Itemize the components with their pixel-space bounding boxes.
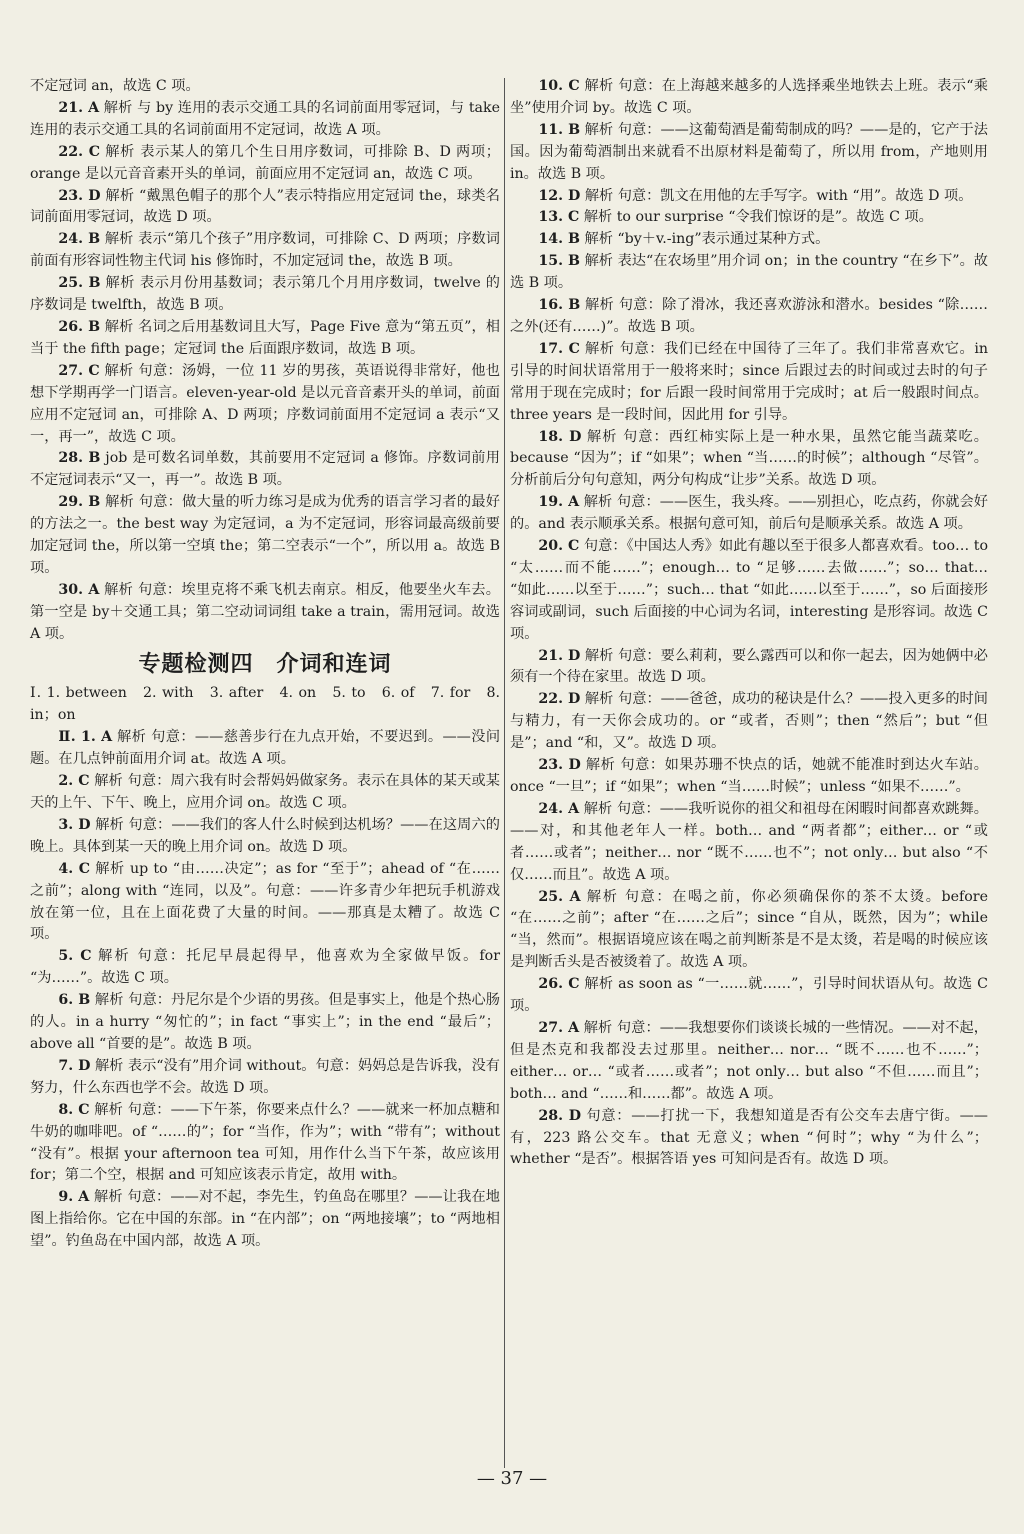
- answer-item: [30, 990, 500, 1056]
- answer-number: 28. B: [58, 450, 101, 467]
- answer-item: [510, 76, 988, 120]
- answer-text: 解析 句意：我们已经在中国待了三年了。我们非常喜欢它。in 引导的时间状语常用于一般将来时；since 后跟过去的时间或过去时的句子常用于现在完成时；for 后跟一段时间常用于完成时；at 后一般跟时间点。three years 是一段时间，因此用 for 引导。: [510, 340, 988, 423]
- answer-text: 解析 句意：——慈善步行在九点开始，不要迟到。——没问题。在几点钟前面用介词 at。故选 A 项。: [30, 729, 501, 768]
- column-divider: [504, 78, 505, 1468]
- answer-number: 7. D: [58, 1057, 91, 1074]
- answer-number: 14. B: [538, 231, 581, 248]
- answer-item: [30, 448, 500, 492]
- answer-item: [30, 1056, 500, 1100]
- answer-text: 解析 句意：——我听说你的祖父和祖母在闲暇时间都喜欢跳舞。——对，和其他老年人一样。both… and “两者都”；either… or “或者……或者”；neither… nor “既不……也不”；not only… but also “不仅……而且”。故选 A 项。: [510, 800, 988, 883]
- answer-number: 24. B: [58, 231, 101, 248]
- answer-number: 22. D: [538, 691, 581, 708]
- answer-text: 解析 句意：在上海越来越多的人选择乘坐地铁去上班。表示“乘坐”使用介词 by。故选 C 项。: [510, 78, 988, 116]
- answer-text: 不定冠词 an，故选 C 项。: [30, 78, 200, 94]
- right-column: [510, 76, 988, 1171]
- answer-text: 解析 句意：在喝之前，你必须确保你的茶不太烫。before “在……之前”；after “在……之后”；since “自从，既然，因为”；while “当，然而”。根据语境应该在喝之前判断茶是不是太烫，若是喝的时候应该是判断舌头是否被烫着了。故选 A 项。: [510, 888, 988, 971]
- answer-text: 解析 句意：周六我有时会帮妈妈做家务。表示在具体的某天或某天的上午、下午、晚上，应用介词 on。故选 C 项。: [30, 773, 500, 811]
- answer-text: 解析 句意：做大量的听力练习是成为优秀的语言学习者的最好的方法之一。the best way 为定冠词，a 为不定冠词，形容词最高级前要加定冠词 the，所以第一空填 the；第二空表示“一个”，所以用 a。故选 B 项。: [30, 494, 500, 576]
- answer-number: 24. A: [538, 800, 580, 817]
- answer-number: 21. A: [58, 99, 100, 116]
- answer-number: 3. D: [58, 816, 91, 833]
- answer-text: 解析 句意：——我想要你们谈谈长城的一些情况。——对不起，但是杰克和我都没去过那里。neither… nor… “既不……也不……”；either… or… “或者……或者”；not only… but also “不但……而且”；both… and “……和……都”。故选 A 项。: [510, 1019, 988, 1102]
- answer-item: [510, 295, 988, 339]
- answer-text: 解析 句意：——下午茶，你要来点什么？——就来一杯加点糖和牛奶的咖啡吧。of “……的”；for “当作，作为”；with “带有”；without “没有”。根据 your afternoon tea 可知，用作什么当下午茶，故应该用 for；第二个空，根据 and 可知应该表示肯定，故用 with。: [30, 1101, 500, 1184]
- answer-item: [30, 815, 500, 859]
- answer-text: 解析 句意：如果苏珊不快点的话，她就不能准时到达火车站。once “一旦”；if “如果”；when “当……时候”；unless “如果不……”。: [510, 757, 988, 795]
- answer-number: 26. B: [58, 318, 101, 335]
- answer-text: 解析 句意：除了滑冰，我还喜欢游泳和潜水。besides “除……之外(还有……)”。故选 B 项。: [510, 297, 988, 335]
- answer-item: [30, 771, 500, 815]
- answer-item: [30, 361, 500, 449]
- answer-item: [30, 317, 500, 361]
- answer-item: [30, 273, 500, 317]
- answer-item: [510, 689, 988, 755]
- answer-item: [30, 727, 500, 771]
- answer-item: [510, 887, 988, 975]
- answer-text: 解析 句意：西红柿实际上是一种水果，虽然它能当蔬菜吃。because “因为”；if “如果”；when “当……的时候”；although “尽管”。分析前后分句句意知，两分句构成“让步”关系。故选 D 项。: [510, 428, 988, 489]
- answer-text: 解析 名词之后用基数词且大写，Page Five 意为“第五页”，相当于 the fifth page；定冠词 the 后面跟序数词，故选 B 项。: [30, 318, 500, 357]
- answer-number: 25. A: [538, 888, 581, 905]
- answer-item: [30, 76, 500, 98]
- answer-text: 解析 句意：汤姆，一位 11 岁的男孩，英语说得非常好，他也想下学期再学一门语言。eleven-year-old 是以元音音素开头的单词，前面应用不定冠词 an，可排除 A、D 两项；序数词前面用不定冠词 a 表示“又一，再一”，故选 C 项。: [30, 362, 500, 445]
- answer-number: 21. D: [538, 647, 581, 664]
- answer-text: 解析 句意：——爸爸，成功的秘诀是什么？——投入更多的时间与精力，有一天你会成功的。or “或者，否则”；then “然后”；but “但是”；and “和，又”。故选 D 项。: [510, 691, 988, 752]
- answer-text: 解析 句意：托尼早晨起得早，他喜欢为全家做早饭。for “为……”。故选 C 项。: [30, 948, 500, 987]
- answer-item: [30, 859, 500, 947]
- answer-number: 11. B: [538, 121, 581, 138]
- answer-number: 18. D: [538, 428, 582, 445]
- answer-number: 6. B: [58, 992, 91, 1009]
- answer-item: [30, 1187, 500, 1253]
- answer-number: 8. C: [58, 1101, 90, 1118]
- right-answers: [510, 76, 988, 1171]
- answer-number: 23. D: [538, 757, 581, 774]
- answer-text: 解析 句意：——医生，我头疼。——别担心，吃点药，你就会好的。and 表示顺承关系。根据句意可知，前后句是顺承关系。故选 A 项。: [510, 494, 988, 533]
- answer-item: [510, 799, 988, 887]
- answer-item: [510, 1018, 988, 1106]
- answer-number: 13. C: [538, 209, 580, 226]
- section-title: 专题检测四 介词和连词: [138, 651, 392, 677]
- answer-text: 解析 句意：——这葡萄酒是葡萄制成的吗？——是的，它产于法国。因为葡萄酒制出来就看不出原材料是葡萄了，所以用 from，产地则用 in。故选 B 项。: [510, 121, 988, 182]
- answer-number: 28. D: [538, 1107, 582, 1124]
- answer-number: 26. C: [538, 976, 580, 993]
- answer-text: 解析 表示“第几个孩子”用序数词，可排除 C、D 两项；序数词前面有形容词性物主代词 his 修饰时，不加定冠词 the，故选 B 项。: [30, 231, 500, 270]
- answer-item: [30, 580, 500, 646]
- answer-text: 解析 表示“没有”用介词 without。句意：妈妈总是告诉我，没有努力，什么东西也学不会。故选 D 项。: [30, 1057, 500, 1096]
- answer-item: [510, 536, 988, 646]
- answer-text: 解析 与 by 连用的表示交通工具的名词前面用零冠词，与 take 连用的表示交通工具的名词前面用不定冠词，故选 A 项。: [30, 99, 500, 138]
- answer-number: 27. A: [538, 1019, 580, 1036]
- answer-number: Ⅱ. 1. A: [58, 729, 113, 746]
- answer-number: 29. B: [58, 494, 101, 511]
- answer-item: [30, 683, 500, 727]
- answer-number: 17. C: [538, 340, 580, 357]
- answer-text: Ⅰ. 1. between 2. with 3. after 4. on 5. to 6. of 7. for 8. in；on: [30, 685, 500, 724]
- answer-number: 15. B: [538, 253, 581, 270]
- answer-item: [510, 974, 988, 1018]
- left-answers-part-2: [30, 683, 500, 1253]
- answer-item: [510, 120, 988, 186]
- answer-item: [30, 98, 500, 142]
- answer-item: [510, 207, 988, 229]
- answer-number: 10. C: [538, 78, 580, 94]
- answer-text: 解析 up to “由……决定”；as for “至于”；ahead of “在……之前”；along with “连同，以及”。句意：——许多青少年把玩手机游戏放在第一位，且在上面花费了大量的时间。——那真是太糟了。故选 C 项。: [30, 860, 500, 943]
- answer-number: 23. D: [58, 187, 101, 204]
- answer-text: 解析 句意：——对不起，李先生，钓鱼岛在哪里？——让我在地图上指给你。它在中国的东部。in “在内部”；on “两地接壤”；to “两地相望”。钓鱼岛在中国内部，故选 A 项。: [30, 1189, 500, 1250]
- answer-text: 解析 to our surprise “令我们惊讶的是”。故选 C 项。: [579, 209, 933, 226]
- answer-text: 句意：《中国达人秀》如此有趣以至于很多人都喜欢看。too… to “太……而不能……”；enough… to “足够……去做……”；so… that… “如此……以至于……”；such… that “如此……以至于……”，so 后面接形容词或副词，such 后面接的中心词为名词，interesting 是形容词。故选 C 项。: [510, 538, 988, 642]
- answer-number: 5. C: [58, 948, 92, 965]
- answer-number: 9. A: [58, 1189, 90, 1206]
- answer-number: 25. B: [58, 275, 101, 292]
- answer-text: 解析 表示月份用基数词；表示第几个月用序数词，twelve 的序数词是 twelfth，故选 B 项。: [30, 275, 500, 314]
- answer-item: [510, 492, 988, 536]
- answer-item: [510, 427, 988, 493]
- answer-text: 解析 表达“在农场里”用介词 on；in the country “在乡下”。故选 B 项。: [510, 253, 988, 292]
- left-column: [30, 76, 500, 1253]
- answer-text: 解析 句意：埃里克将不乘飞机去南京。相反，他要坐火车去。第一空是 by＋交通工具；第二空动词词组 take a train，需用冠词。故选 A 项。: [30, 581, 500, 642]
- answer-number: 22. C: [58, 143, 101, 160]
- answer-text: 解析 表示某人的第几个生日用序数词，可排除 B、D 两项；orange 是以元音音素开头的单词，前面应用不定冠词 an，故选 C 项。: [30, 143, 500, 182]
- answer-item: [30, 142, 500, 186]
- answer-number: 4. C: [58, 860, 91, 877]
- answer-item: [30, 1100, 500, 1188]
- answer-item: [510, 229, 988, 251]
- answer-text: 解析 as soon as “一……就……”，引导时间状语从句。故选 C 项。: [510, 976, 989, 1015]
- answer-number: 2. C: [58, 773, 90, 790]
- answer-item: [510, 646, 988, 690]
- answer-number: 16. B: [538, 297, 581, 314]
- answer-number: 20. C: [538, 538, 580, 555]
- answer-number: 30. A: [58, 581, 100, 598]
- answer-item: [510, 186, 988, 208]
- answer-text: 句意：——打扰一下，我想知道是否有公交车去唐宁街。——有，223 路公交车。that 无意义；when “何时”；why “为什么”；whether “是否”。根据答语 yes 可知问是否有。故选 D 项。: [510, 1107, 988, 1168]
- answer-text: 解析 “戴黑色帽子的那个人”表示特指应用定冠词 the，球类名词前面用零冠词，故选 D 项。: [30, 187, 500, 226]
- answer-text: 解析 句意：丹尼尔是个少语的男孩。但是事实上，他是个热心肠的人。in a hurry “匆忙的”；in fact “事实上”；in the end “最后”；above all “首要的是”。故选 B 项。: [30, 992, 500, 1052]
- answer-item: [510, 1106, 988, 1172]
- answer-number: 12. D: [538, 187, 581, 204]
- answer-item: [510, 755, 988, 799]
- answer-item: [510, 251, 988, 295]
- answer-item: [30, 186, 500, 230]
- answer-text: job 是可数名词单数，其前要用不定冠词 a 修饰。序数词前用不定冠词表示“又一，再一”。故选 B 项。: [30, 450, 500, 489]
- answer-item: [30, 229, 500, 273]
- page-number: — 37 —: [476, 1468, 548, 1489]
- answer-number: 19. A: [538, 494, 580, 511]
- answer-text: 解析 “by＋v.-ing”表示通过某种方式。: [580, 231, 830, 248]
- answer-text: 解析 句意：——我们的客人什么时候到达机场？——在这周六的晚上。具体到某一天的晚上用介词 on。故选 D 项。: [30, 816, 500, 855]
- answer-text: 解析 句意：凯文在用他的左手写字。with “用”。故选 D 项。: [580, 187, 973, 204]
- answer-item: [30, 946, 500, 990]
- answer-item: [30, 492, 500, 580]
- answer-number: 27. C: [58, 362, 100, 379]
- answer-text: 解析 句意：要么莉莉，要么露西可以和你一起去，因为她俩中必须有一个待在家里。故选 D 项。: [510, 647, 988, 686]
- left-answers-part-1: [30, 76, 500, 646]
- answer-item: [510, 339, 988, 427]
